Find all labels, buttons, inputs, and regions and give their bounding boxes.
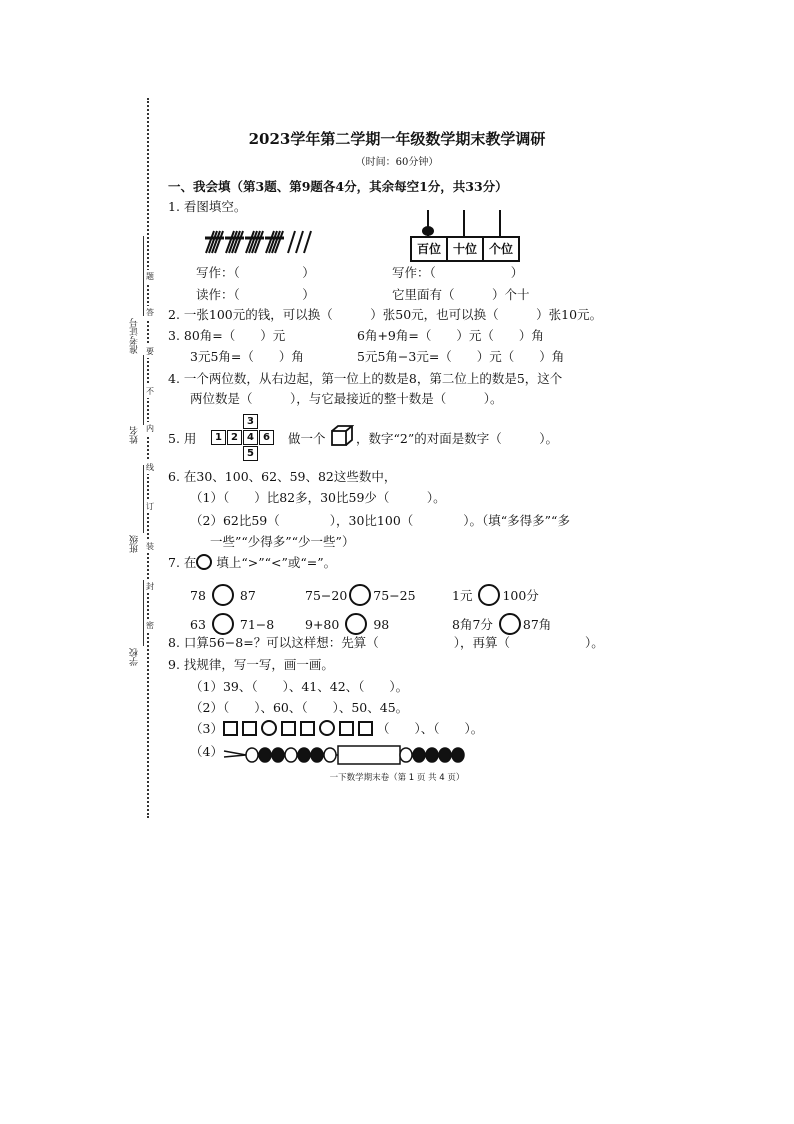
exam-subtitle: （时间：60分钟） (355, 157, 439, 168)
compare-left: 1元 (452, 588, 473, 603)
margin-rule (143, 236, 144, 316)
seal-char: 要 (146, 347, 154, 356)
seal-char: 线 (146, 463, 154, 472)
q1-right-tens: 它里面有（ ）个十 (392, 287, 530, 302)
seal-char: 答 (146, 308, 154, 317)
q7-instruction (168, 554, 336, 572)
solid-bead-icon (439, 748, 451, 762)
compare-right: 71−8 (239, 617, 275, 632)
margin-label-exam-id: 准考证号 (130, 318, 140, 354)
needle-icon (224, 751, 246, 755)
solid-bead-icon (413, 748, 425, 762)
compare-circle[interactable] (212, 584, 234, 606)
q9-sub3-label: （3） (190, 721, 223, 736)
square-icon (281, 721, 296, 736)
q7-r2-a (190, 613, 274, 635)
answer-circle-icon (196, 554, 212, 570)
q9-sub4-label: （4） (190, 744, 223, 759)
q9-sub1: （1）39、（ ）、41、42、（ ）。 (190, 679, 409, 694)
net-face: 4 (243, 430, 258, 445)
compare-circle[interactable] (349, 584, 371, 606)
q9-sub3-answers: （ ）、（ ）。 (376, 721, 484, 736)
q3-a: 3. 80角=（ ）元 (168, 328, 286, 343)
margin-label-name: 姓名 (130, 426, 140, 444)
q8-text: 8. 口算56−8=？可以这样想：先算（ ），再算（ ）。 (168, 635, 604, 650)
q1-prompt: 1. 看图填空。 (168, 199, 247, 214)
q7-r1-b (305, 584, 416, 606)
solid-bead-icon (298, 748, 310, 762)
square-icon (242, 721, 257, 736)
q1-left-read: 读作：（ ） (196, 287, 315, 302)
q4-line2: 两位数是（ ），与它最接近的整十数是（ ）。 (190, 391, 503, 406)
exam-title: 2023学年第二学期一年级数学期末教学调研 (248, 130, 546, 148)
q9-sub3 (190, 720, 483, 738)
stick-bundle (265, 231, 284, 253)
q1-right-write: 写作：（ ） (392, 265, 524, 280)
abacus-bead (422, 226, 434, 236)
compare-circle[interactable] (212, 613, 234, 635)
seal-char: 密 (146, 621, 154, 630)
compare-circle[interactable] (478, 584, 500, 606)
q7-r1-c (452, 584, 539, 606)
seal-char: 封 (146, 582, 154, 591)
q9-intro: 9. 找规律，写一写，画一画。 (168, 657, 334, 672)
q5-prefix: 5. 用 (168, 431, 197, 446)
stick-bundle (225, 231, 244, 253)
q3-b: 6角+9角=（ ）元（ ）角 (357, 328, 544, 343)
q3-c: 3元5角=（ ）角 (190, 349, 304, 364)
q2-text: 2. 一张100元的钱，可以换（ ）张50元，也可以换（ ）张10元。 (168, 307, 603, 322)
stick-bundle (245, 231, 264, 253)
compare-right: 98 (373, 617, 390, 632)
counting-sticks-figure (204, 228, 316, 256)
q6-sub1: （1）（ ）比82多，30比59少（ ）。 (190, 490, 446, 505)
q6-sub2-options: 一些”“少得多”“少一些”） (210, 534, 355, 549)
margin-rule (143, 355, 144, 425)
square-icon (223, 721, 238, 736)
q7-r1-a (190, 584, 256, 606)
cube-icon (330, 424, 354, 448)
seal-char: 装 (146, 542, 154, 551)
net-face: 1 (211, 430, 226, 445)
abacus-label-tens: 十位 (448, 238, 484, 260)
circle-icon (319, 720, 335, 736)
square-icon (358, 721, 373, 736)
solid-bead-icon (272, 748, 284, 762)
compare-right: 75−25 (373, 588, 416, 603)
q4-line1: 4. 一个两位数，从右边起，第一位上的数是8，第二位上的数是5，这个 (168, 371, 563, 386)
seal-char: 题 (146, 272, 154, 281)
compare-right: 87角 (522, 617, 552, 632)
seal-char: 内 (146, 424, 154, 433)
abacus-label-ones: 个位 (488, 242, 513, 256)
abacus-frame (410, 236, 520, 262)
compare-left: 75−20 (305, 588, 348, 603)
circle-icon (261, 720, 277, 736)
solid-bead-icon (259, 748, 271, 762)
q9-sub2: （2）（ ）、60、（ ）、50、45。 (190, 700, 409, 715)
abacus-rod (463, 210, 465, 236)
square-icon (300, 721, 315, 736)
net-face: 2 (227, 430, 242, 445)
net-face: 5 (243, 446, 258, 461)
margin-label-school: 学校 (130, 648, 140, 666)
margin-rule (143, 580, 144, 646)
cube-net-figure (211, 414, 281, 462)
section-heading: 一、我会填（第3题、第9题各4分，其余每空1分，共33分） (168, 179, 508, 194)
hollow-bead-icon (246, 748, 258, 762)
solid-bead-icon (426, 748, 438, 762)
q7-prefix: 7. 在 (168, 555, 197, 570)
stick-bundle (205, 231, 224, 253)
compare-left: 9+80 (305, 617, 340, 632)
q7-r2-b (305, 613, 389, 635)
margin-rule (143, 465, 144, 533)
margin-label-class: 班级 (130, 535, 140, 553)
compare-circle[interactable] (499, 613, 521, 635)
abacus-rod (499, 210, 501, 236)
compare-left: 8角7分 (452, 617, 493, 632)
abacus-label-hundreds: 百位 (412, 238, 448, 260)
compare-left: 63 (190, 617, 206, 632)
q6-sub2: （2）62比59（ ），30比100（ ）。（填“多得多”“多 (190, 513, 570, 528)
binding-dashed-line (147, 98, 149, 818)
compare-right: 87 (239, 588, 256, 603)
bead-string-figure (222, 743, 468, 765)
compare-left: 78 (190, 588, 206, 603)
page-footer: 一下数学期末卷（第 1 页 共 4 页） (329, 773, 465, 783)
q3-d: 5元5角−3元=（ ）元（ ）角 (357, 349, 565, 364)
hollow-bead-icon (285, 748, 297, 762)
compare-circle[interactable] (345, 613, 367, 635)
net-face: 3 (243, 414, 258, 429)
q1-left-write: 写作：（ ） (196, 265, 315, 280)
q5-middle: 做一个 (288, 431, 326, 446)
blank-box (338, 746, 400, 764)
seal-char: 不 (146, 387, 154, 396)
seal-char: 订 (146, 502, 154, 511)
q7-r2-c (452, 613, 551, 635)
q7-suffix: 填上“>”“<”或“=”。 (216, 555, 337, 570)
square-icon (339, 721, 354, 736)
q6-intro: 6. 在30、100、62、59、82这些数中， (168, 469, 397, 484)
solid-bead-icon (311, 748, 323, 762)
q5-suffix: ，数字“2”的对面是数字（ ）。 (356, 431, 558, 446)
solid-bead-icon (452, 748, 464, 762)
net-face: 6 (259, 430, 274, 445)
compare-right: 100分 (502, 588, 539, 603)
hollow-bead-icon (324, 748, 336, 762)
hollow-bead-icon (400, 748, 412, 762)
